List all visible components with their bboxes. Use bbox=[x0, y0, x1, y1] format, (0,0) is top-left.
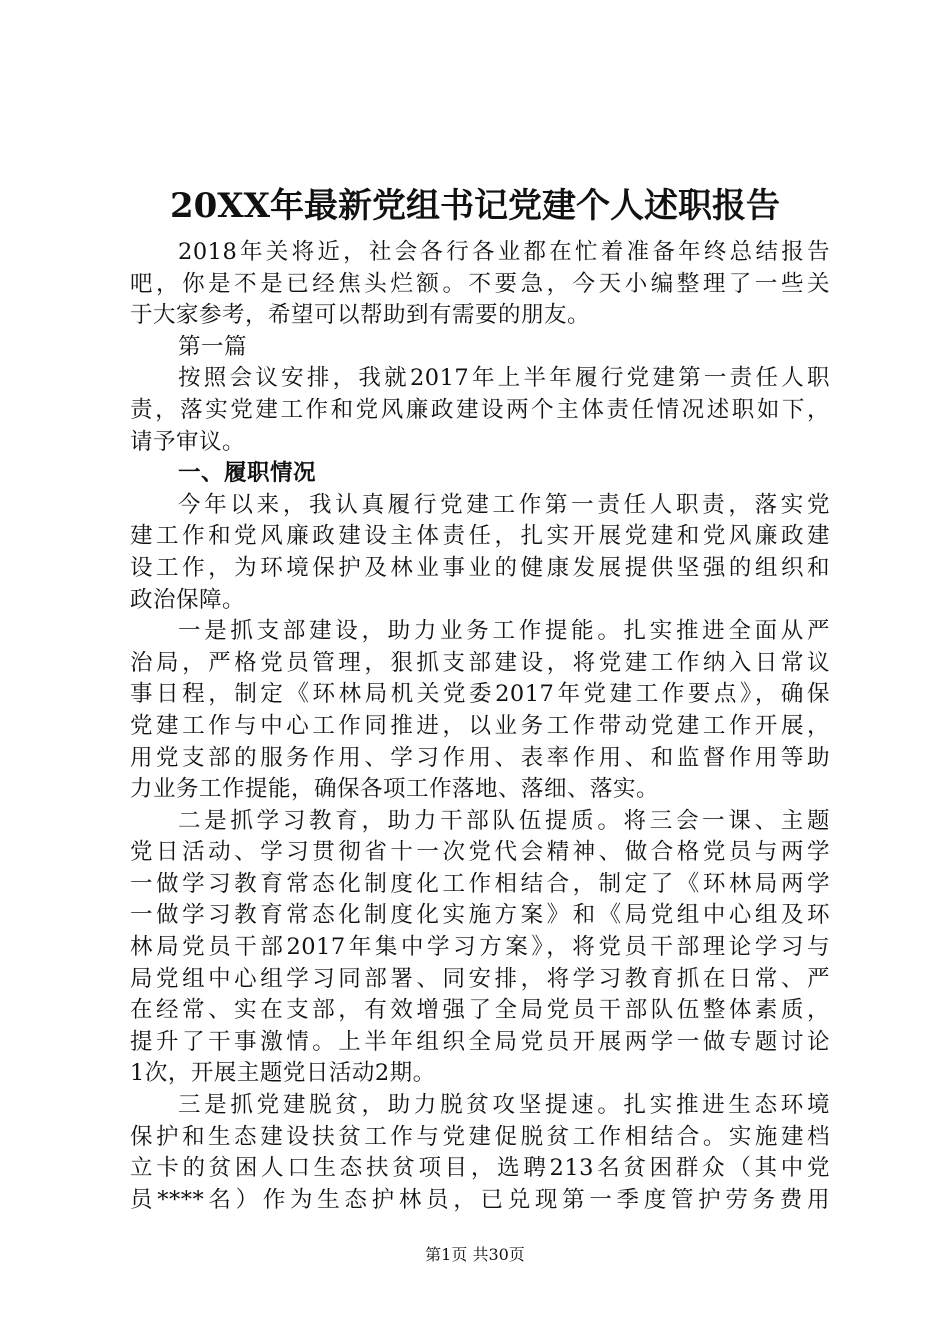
paragraph-line: 治局，严格党员管理，狠抓支部建设，将党建工作纳入日常议 bbox=[130, 649, 830, 676]
document-title: 20XX年最新党组书记党建个人述职报告 bbox=[169, 186, 781, 226]
paragraph-line: 第一篇 bbox=[178, 333, 248, 360]
paragraph-line: 保护和生态建设扶贫工作与党建促脱贫工作相结合。实施建档 bbox=[130, 1123, 830, 1150]
paragraph-line: 于大家参考，希望可以帮助到有需要的朋友。 bbox=[130, 302, 591, 329]
paragraph-line: 提升了干事激情。上半年组织全局党员开展两学一做专题讨论 bbox=[130, 1028, 830, 1055]
paragraph-line: 建工作和党风廉政建设主体责任，扎实开展党建和党风廉政建 bbox=[130, 523, 830, 550]
paragraph-line: 政治保障。 bbox=[130, 586, 246, 613]
paragraph-line: 按照会议安排，我就2017年上半年履行党建第一责任人职 bbox=[178, 365, 830, 392]
paragraph-line: 立卡的贫困人口生态扶贫项目，选聘213名贫困群众（其中党 bbox=[130, 1155, 830, 1182]
section-heading: 一、履职情况 bbox=[178, 460, 317, 487]
paragraph-line: 二是抓学习教育，助力干部队伍提质。将三会一课、主题 bbox=[178, 807, 830, 834]
paragraph-line: 事日程，制定《环林局机关党委2017年党建工作要点》，确保 bbox=[130, 681, 830, 708]
paragraph-line: 员****名）作为生态护林员，已兑现第一季度管护劳务费用 bbox=[130, 1186, 830, 1213]
paragraph-line: 吧，你是不是已经焦头烂额。不要急，今天小编整理了一些关 bbox=[130, 270, 830, 297]
paragraph-line: 2018年关将近，社会各行各业都在忙着准备年终总结报告 bbox=[178, 239, 830, 265]
paragraph-line: 党日活动、学习贯彻省十一次党代会精神、做合格党员与两学 bbox=[130, 839, 830, 866]
paragraph-line: 请予审议。 bbox=[130, 428, 246, 455]
paragraph-line: 设工作，为环境保护及林业事业的健康发展提供坚强的组织和 bbox=[130, 554, 830, 581]
paragraph-line: 今年以来，我认真履行党建工作第一责任人职责，落实党 bbox=[178, 491, 830, 518]
document-body bbox=[130, 237, 830, 1216]
paragraph-line: 局党组中心组学习同部署、同安排，将学习教育抓在日常、严 bbox=[130, 965, 830, 992]
page-footer: 第1页 共30页 bbox=[425, 1245, 525, 1264]
paragraph-line: 用党支部的服务作用、学习作用、表率作用、和监督作用等助 bbox=[130, 744, 830, 771]
paragraph-line: 1次，开展主题党日活动2期。 bbox=[130, 1060, 436, 1087]
paragraph-line: 力业务工作提能，确保各项工作落地、落细、落实。 bbox=[130, 776, 660, 803]
paragraph-line: 党建工作与中心工作同推进，以业务工作带动党建工作开展， bbox=[130, 712, 830, 739]
paragraph-line: 一做学习教育常态化制度化工作相结合，制定了《环林局两学 bbox=[130, 870, 830, 897]
paragraph-line: 责，落实党建工作和党风廉政建设两个主体责任情况述职如下， bbox=[130, 396, 830, 423]
paragraph-line: 三是抓党建脱贫，助力脱贫攻坚提速。扎实推进生态环境 bbox=[178, 1092, 830, 1119]
paragraph-line: 一做学习教育常态化制度化实施方案》和《局党组中心组及环 bbox=[130, 902, 830, 929]
paragraph-line: 在经常、实在支部，有效增强了全局党员干部队伍整体素质， bbox=[130, 997, 830, 1024]
paragraph-line: 一是抓支部建设，助力业务工作提能。扎实推进全面从严 bbox=[178, 618, 830, 645]
paragraph-line: 林局党员干部2017年集中学习方案》，将党员干部理论学习与 bbox=[130, 934, 830, 961]
